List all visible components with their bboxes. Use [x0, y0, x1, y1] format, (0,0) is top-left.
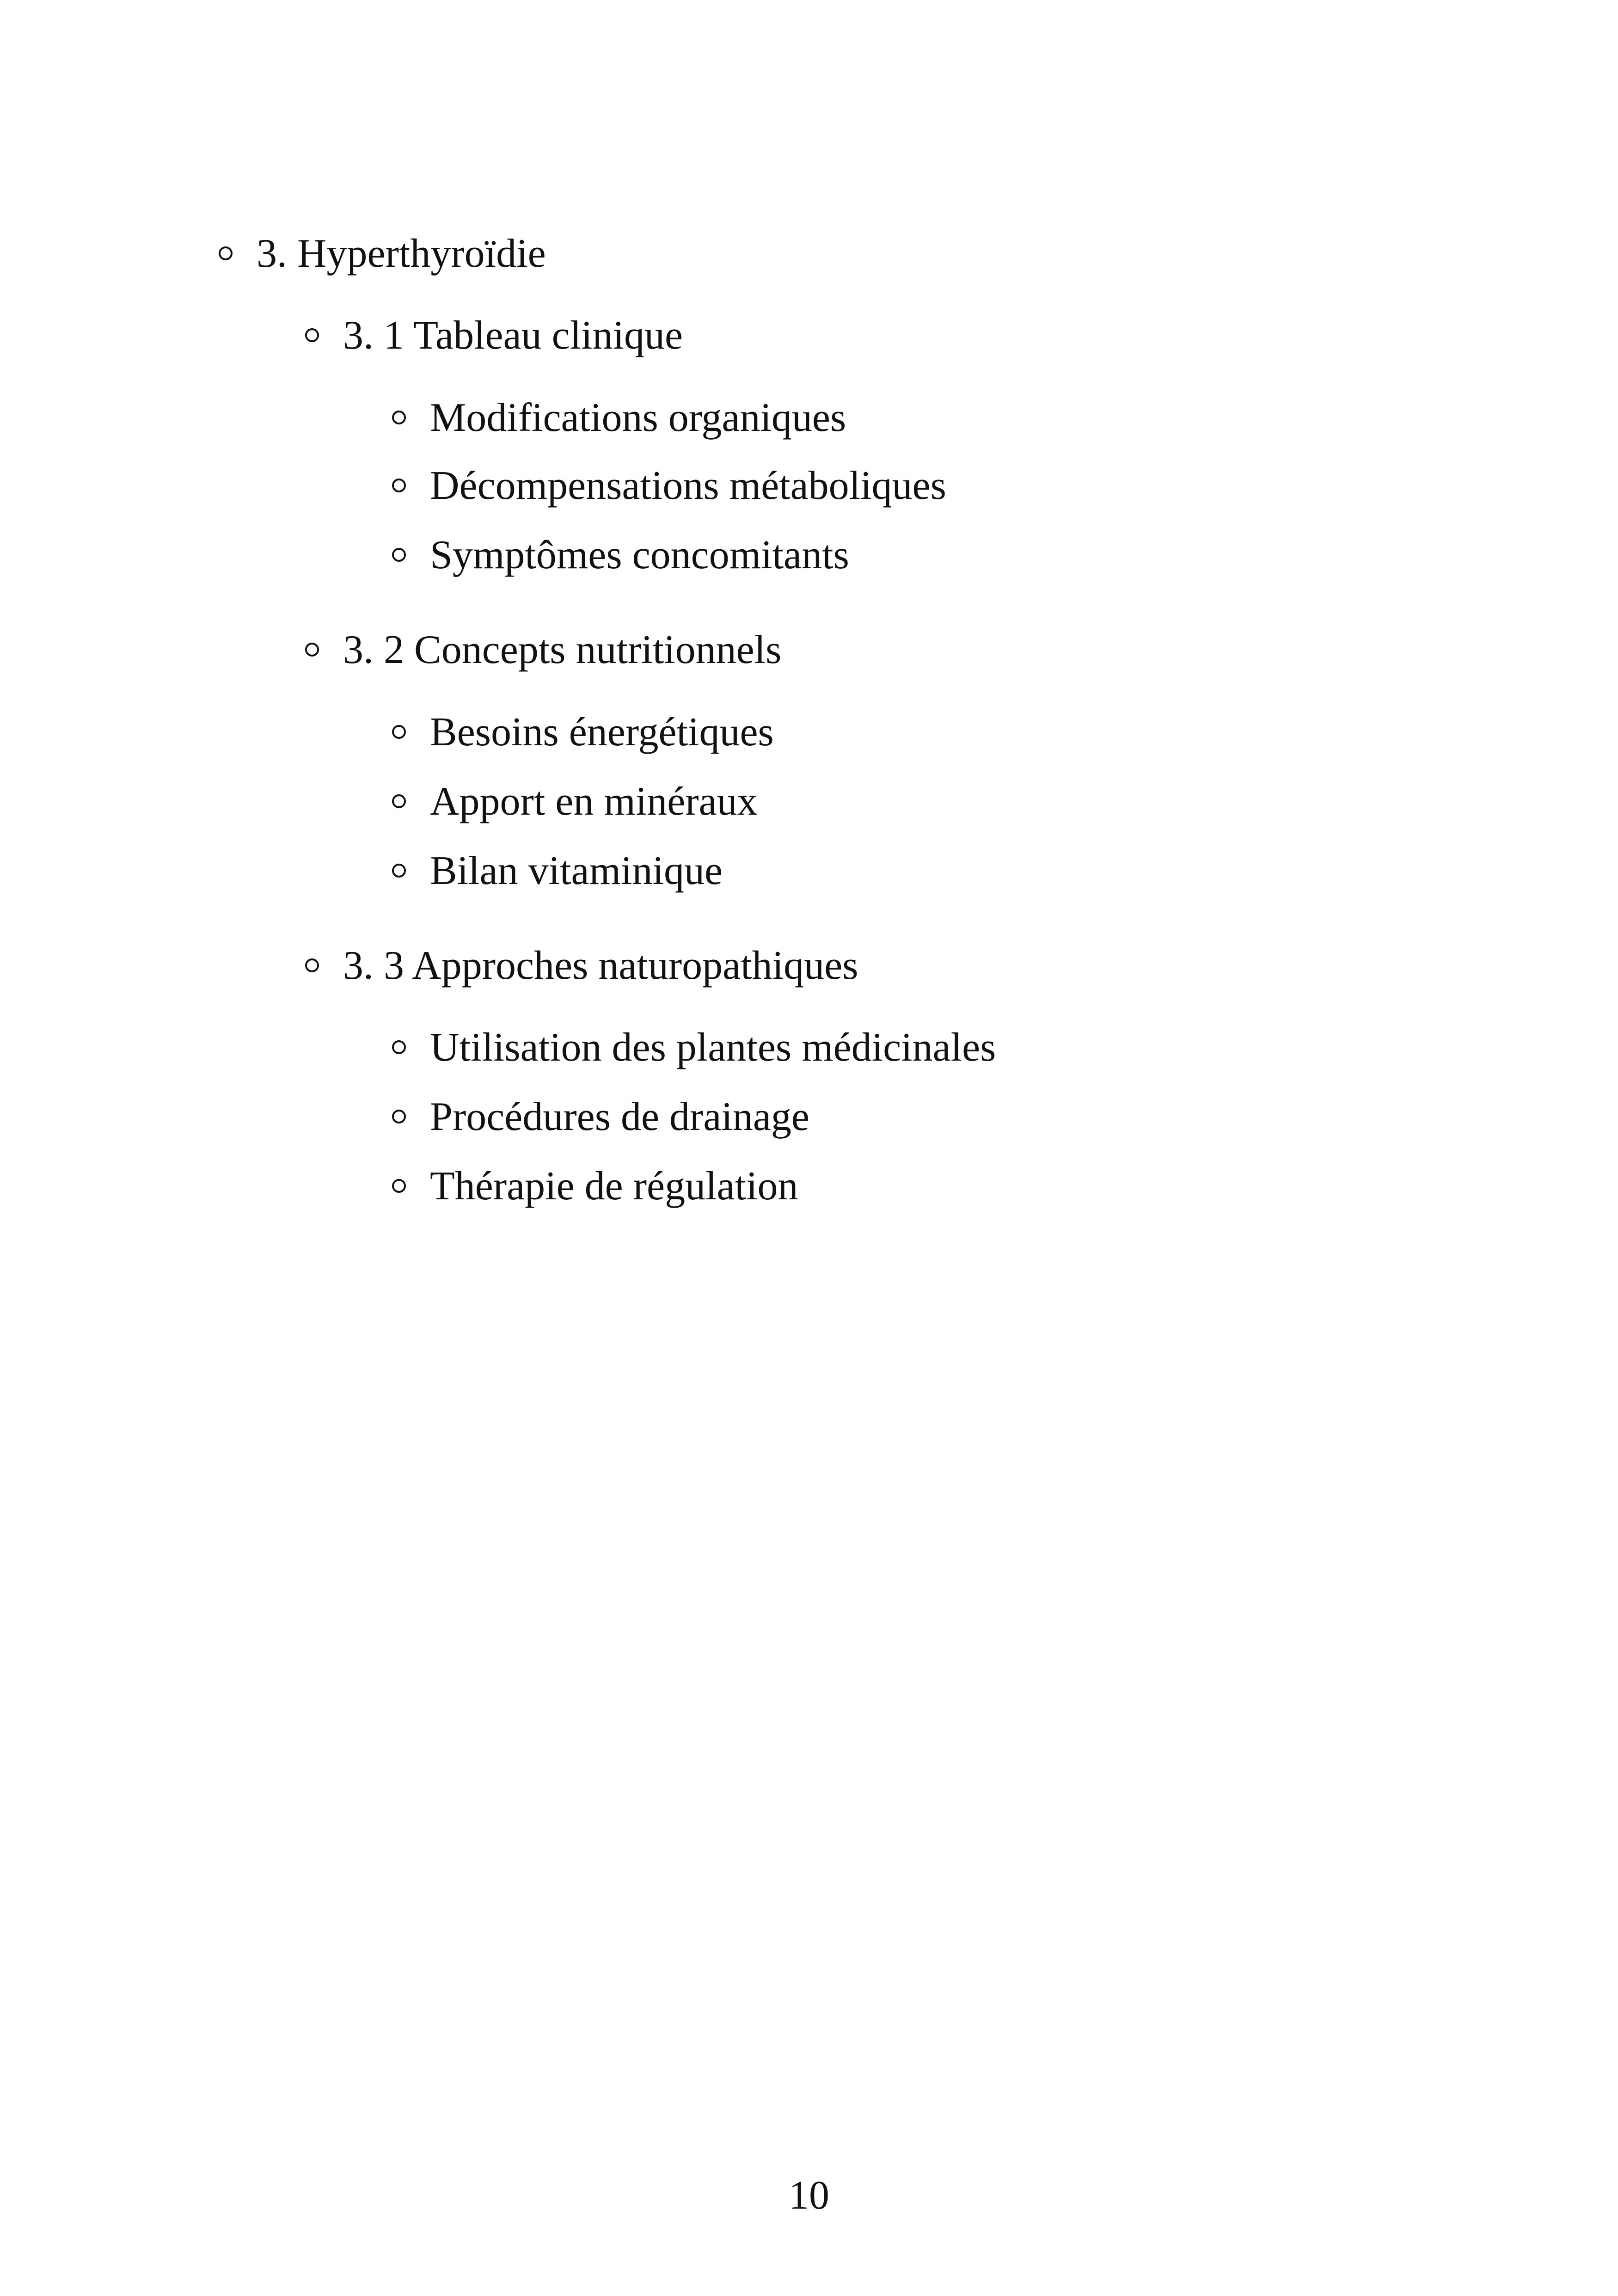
bullet-circle-icon	[392, 411, 406, 424]
bullet-circle-icon	[392, 1179, 406, 1193]
bullet-circle-icon	[305, 328, 319, 342]
list-item: Modifications organiques	[430, 395, 846, 440]
bullet-circle-icon	[392, 864, 406, 878]
list-item: Besoins énergétiques	[430, 710, 774, 755]
bullet-circle-icon	[305, 643, 319, 657]
section-heading: 3. Hyperthyroïdie	[257, 231, 546, 276]
bullet-circle-icon	[392, 725, 406, 739]
bullet-circle-icon	[392, 1040, 406, 1054]
bullet-circle-icon	[392, 548, 406, 562]
bullet-circle-icon	[305, 958, 319, 972]
list-item: Symptômes concomitants	[430, 533, 849, 577]
subsection-heading: 3. 1 Tableau clinique	[343, 313, 683, 358]
list-item: Utilisation des plantes médicinales	[430, 1025, 996, 1070]
list-item: Apport en minéraux	[430, 779, 758, 824]
list-item: Procédures de drainage	[430, 1094, 809, 1139]
subsection-heading: 3. 3 Approches naturopathiques	[343, 943, 858, 988]
list-item: Thérapie de régulation	[430, 1164, 798, 1209]
list-item: Décompensations métaboliques	[430, 463, 946, 508]
bullet-circle-icon	[392, 794, 406, 808]
list-item: Bilan vitaminique	[430, 848, 723, 893]
page-number: 10	[789, 2173, 829, 2218]
bullet-circle-icon	[392, 1110, 406, 1123]
bullet-circle-icon	[219, 246, 233, 260]
subsection-heading: 3. 2 Concepts nutritionnels	[343, 627, 782, 672]
bullet-circle-icon	[392, 479, 406, 492]
